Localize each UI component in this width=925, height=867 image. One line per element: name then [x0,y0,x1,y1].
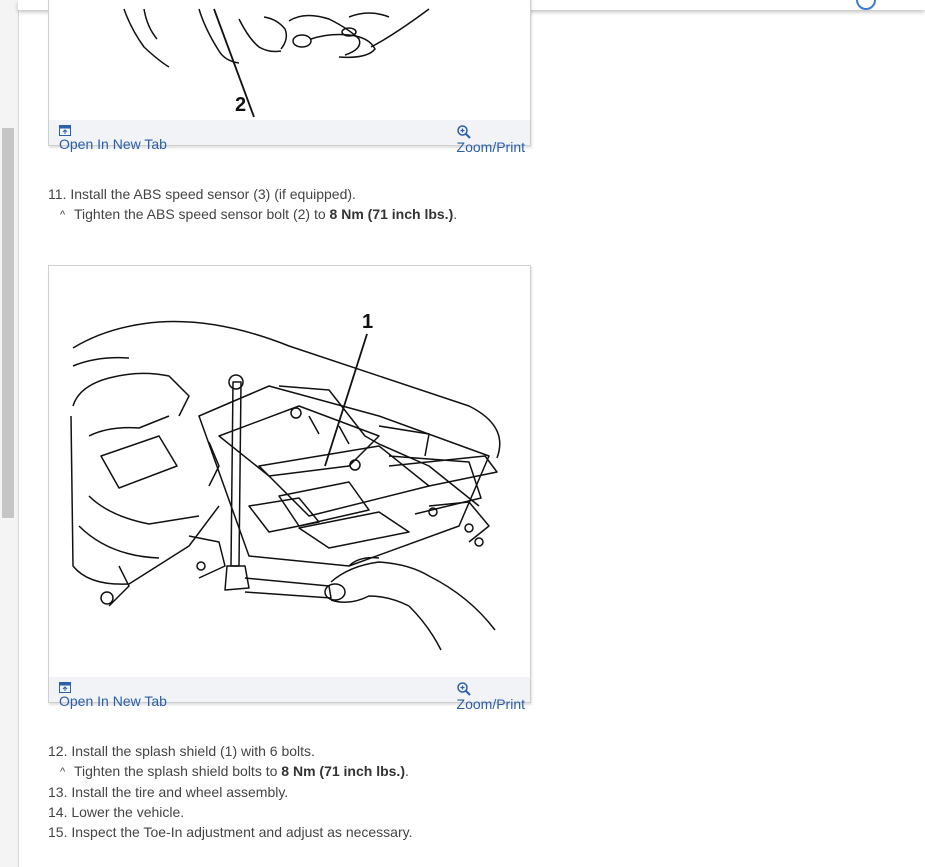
new-tab-icon [59,682,71,693]
figure-1-illustration [49,0,530,120]
zoom-print-button[interactable] [457,125,525,155]
step-11: 11. Install the ABS speed sensor (3) (if equipped). [48,186,356,202]
open-in-new-tab-label: Open In New Tab [59,136,167,152]
step-11-substep [60,204,457,225]
step-14: 14. Lower the vehicle. [48,804,185,820]
substep-marker: ^ [60,209,66,221]
zoom-icon [457,125,471,139]
zoom-print-button[interactable] [457,682,525,712]
torque-spec: 8 Nm (71 inch lbs.) [281,763,405,779]
substep-marker: ^ [60,766,66,778]
zoom-print-label: Zoom/Print [456,696,525,712]
zoom-print-label: Zoom/Print [456,139,525,155]
substep-end: . [453,206,458,222]
open-in-new-tab-button[interactable] [59,682,167,709]
figure-1-callout: 2 [235,94,247,116]
figure-2-toolbar [49,677,530,712]
step-13: 13. Install the tire and wheel assembly. [48,784,289,800]
open-in-new-tab-button[interactable] [59,125,167,152]
step-12: 12. Install the splash shield (1) with 6 bolts. [48,743,315,759]
substep-end: . [404,763,409,779]
step-15: 15. Inspect the Toe-In adjustment and adjust as necessary. [48,824,413,840]
figure-2 [48,265,531,712]
left-scrollbar-thumb[interactable] [2,128,14,518]
substep-text: Tighten the splash shield bolts to [74,763,282,779]
substep-text: Tighten the ABS speed sensor bolt (2) to [74,206,330,222]
new-tab-icon [59,125,71,136]
left-scrollbar-track[interactable] [0,0,19,867]
figure-2-callout: 1 [362,311,374,333]
figure-1 [48,0,531,155]
figure-2-illustration [49,266,530,677]
zoom-icon [457,682,471,696]
torque-spec: 8 Nm (71 inch lbs.) [329,206,454,222]
step-12-substep [60,761,409,782]
figure-1-toolbar [49,120,530,155]
open-in-new-tab-label: Open In New Tab [59,693,167,709]
header-circle-icon[interactable] [856,0,876,10]
